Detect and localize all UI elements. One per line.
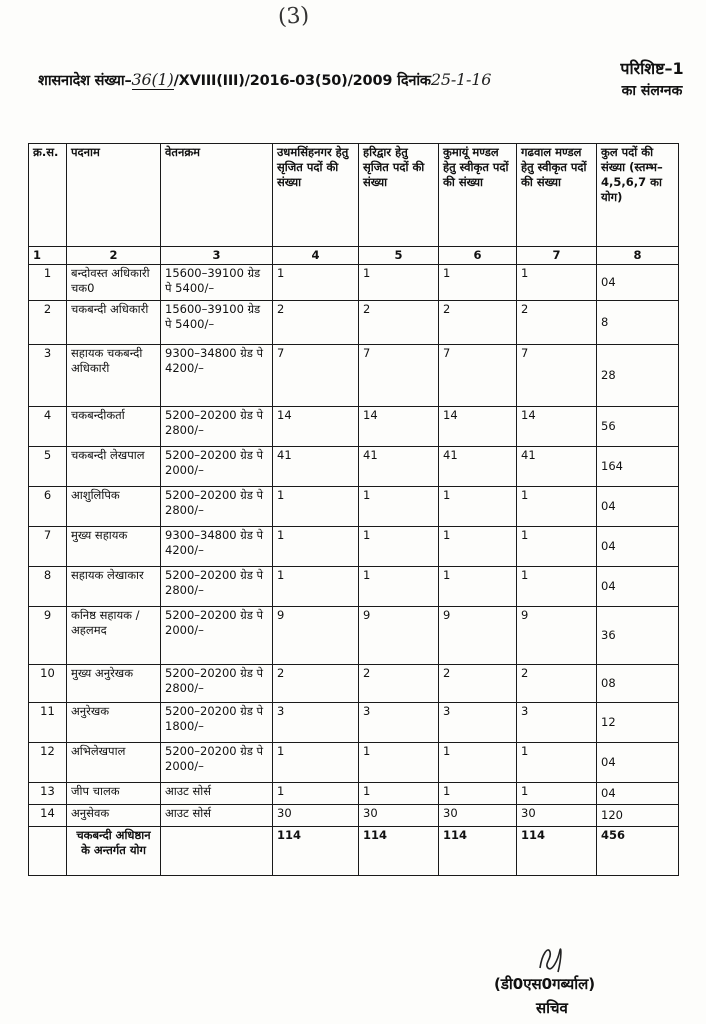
total-cell: 114 (517, 827, 597, 876)
haridwar-count-cell: 30 (359, 805, 439, 827)
kumaon-count-cell: 7 (439, 345, 517, 407)
kumaon-count-cell: 1 (439, 265, 517, 301)
post-name-cell: कनिष्ठ सहायक /अहलमद (67, 607, 161, 665)
table-row (29, 301, 679, 345)
pay-scale-cell: 5200–20200 ग्रेड पे 1800/– (161, 703, 273, 743)
garhwal-count-cell: 41 (517, 447, 597, 487)
post-name-cell: आशुलिपिक (67, 487, 161, 527)
pay-scale-cell: 9300–34800 ग्रेड पे 4200/– (161, 527, 273, 567)
order-reference: /XVIII(III)/2016-03(50)/2009 दिनांक (173, 73, 431, 89)
header-cell: उधमसिंहनगर हेतु सृजित पदों की संख्या (273, 144, 359, 247)
post-name-cell: चकबन्दी अधिकारी (67, 301, 161, 345)
pay-scale-cell: 5200–20200 ग्रेड पे 2000/– (161, 743, 273, 783)
total-count-cell: 120 (597, 805, 679, 827)
udhamsinghnagar-count-cell: 14 (273, 407, 359, 447)
haridwar-count-cell: 2 (359, 665, 439, 703)
garhwal-count-cell: 1 (517, 783, 597, 805)
garhwal-count-cell: 1 (517, 487, 597, 527)
table-row (29, 743, 679, 783)
column-number: 5 (359, 247, 439, 265)
serial-number-cell: 11 (29, 703, 67, 743)
kumaon-count-cell: 2 (439, 301, 517, 345)
total-count-cell: 04 (597, 265, 679, 301)
order-prefix: शासनादेश संख्या– (38, 73, 132, 89)
table-row (29, 783, 679, 805)
total-count-cell: 04 (597, 527, 679, 567)
total-count-cell: 164 (597, 447, 679, 487)
serial-number-cell: 12 (29, 743, 67, 783)
total-empty-cell (29, 827, 67, 876)
annexure-title: परिशिष्ट–1 (620, 59, 684, 78)
udhamsinghnagar-count-cell: 1 (273, 783, 359, 805)
garhwal-count-cell: 9 (517, 607, 597, 665)
annexure-label (602, 58, 702, 102)
udhamsinghnagar-count-cell: 3 (273, 703, 359, 743)
header-cell: कुमायूं मण्डल हेतु स्वीकृत पदों की संख्या (439, 144, 517, 247)
header-cell: पदनाम (67, 144, 161, 247)
post-name-cell: अनुसेवक (67, 805, 161, 827)
kumaon-count-cell: 30 (439, 805, 517, 827)
order-reference-line (38, 70, 491, 90)
serial-number-cell: 14 (29, 805, 67, 827)
total-cell: 114 (439, 827, 517, 876)
udhamsinghnagar-count-cell: 30 (273, 805, 359, 827)
post-name-cell: अनुरेखक (67, 703, 161, 743)
total-cell: 114 (273, 827, 359, 876)
haridwar-count-cell: 9 (359, 607, 439, 665)
haridwar-count-cell: 1 (359, 265, 439, 301)
haridwar-count-cell: 1 (359, 527, 439, 567)
table-row (29, 607, 679, 665)
column-number: 8 (597, 247, 679, 265)
table-row (29, 665, 679, 703)
serial-number-cell: 7 (29, 527, 67, 567)
signatory-title: सचिव (536, 999, 568, 1017)
haridwar-count-cell: 3 (359, 703, 439, 743)
total-label: चकबन्दी अधिष्ठान के अन्तर्गत योग (67, 827, 161, 876)
garhwal-count-cell: 30 (517, 805, 597, 827)
serial-number-cell: 1 (29, 265, 67, 301)
total-empty-cell (161, 827, 273, 876)
kumaon-count-cell: 41 (439, 447, 517, 487)
haridwar-count-cell: 2 (359, 301, 439, 345)
haridwar-count-cell: 7 (359, 345, 439, 407)
pay-scale-cell: 15600–39100 ग्रेड पे 5400/– (161, 265, 273, 301)
table-row (29, 487, 679, 527)
pay-scale-cell: आउट सोर्स (161, 783, 273, 805)
table-row (29, 527, 679, 567)
garhwal-count-cell: 2 (517, 301, 597, 345)
kumaon-count-cell: 1 (439, 487, 517, 527)
haridwar-count-cell: 1 (359, 567, 439, 607)
kumaon-count-cell: 1 (439, 743, 517, 783)
table-row (29, 407, 679, 447)
serial-number-cell: 13 (29, 783, 67, 805)
pay-scale-cell: 5200–20200 ग्रेड पे 2800/– (161, 665, 273, 703)
garhwal-count-cell: 1 (517, 527, 597, 567)
kumaon-count-cell: 1 (439, 783, 517, 805)
total-count-cell: 28 (597, 345, 679, 407)
garhwal-count-cell: 1 (517, 265, 597, 301)
pay-scale-cell: 9300–34800 ग्रेड पे 4200/– (161, 345, 273, 407)
table-row (29, 447, 679, 487)
post-name-cell: जीप चालक (67, 783, 161, 805)
garhwal-count-cell: 14 (517, 407, 597, 447)
post-name-cell: बन्दोवस्त अधिकारी चक0 (67, 265, 161, 301)
order-number-handwritten: 36(1) (131, 70, 174, 89)
haridwar-count-cell: 41 (359, 447, 439, 487)
serial-number-cell: 4 (29, 407, 67, 447)
header-cell: क्र.स. (29, 144, 67, 247)
udhamsinghnagar-count-cell: 41 (273, 447, 359, 487)
total-count-cell: 04 (597, 783, 679, 805)
serial-number-cell: 2 (29, 301, 67, 345)
order-date-handwritten: 25-1-16 (430, 70, 492, 89)
udhamsinghnagar-count-cell: 1 (273, 743, 359, 783)
table-row (29, 345, 679, 407)
column-number: 1 (29, 247, 67, 265)
signature-scribble (536, 942, 566, 976)
udhamsinghnagar-count-cell: 1 (273, 265, 359, 301)
header-cell: वेतनक्रम (161, 144, 273, 247)
kumaon-count-cell: 9 (439, 607, 517, 665)
haridwar-count-cell: 1 (359, 487, 439, 527)
udhamsinghnagar-count-cell: 1 (273, 487, 359, 527)
udhamsinghnagar-count-cell: 7 (273, 345, 359, 407)
header-cell: हरिद्वार हेतु सृजित पदों की संख्या (359, 144, 439, 247)
post-name-cell: चकबन्दी लेखपाल (67, 447, 161, 487)
post-name-cell: मुख्य सहायक (67, 527, 161, 567)
haridwar-count-cell: 1 (359, 743, 439, 783)
header-cell: कुल पदों की संख्या (स्तम्भ–4,5,6,7 का योग) (597, 144, 679, 247)
udhamsinghnagar-count-cell: 9 (273, 607, 359, 665)
total-count-cell: 08 (597, 665, 679, 703)
column-number: 7 (517, 247, 597, 265)
total-row (29, 827, 679, 876)
garhwal-count-cell: 1 (517, 743, 597, 783)
post-name-cell: सहायक लेखाकार (67, 567, 161, 607)
table-row (29, 265, 679, 301)
kumaon-count-cell: 1 (439, 527, 517, 567)
total-count-cell: 12 (597, 703, 679, 743)
udhamsinghnagar-count-cell: 2 (273, 665, 359, 703)
garhwal-count-cell: 3 (517, 703, 597, 743)
serial-number-cell: 10 (29, 665, 67, 703)
header-cell: गढवाल मण्डल हेतु स्वीकृत पदों की संख्या (517, 144, 597, 247)
post-name-cell: चकबन्दीकर्ता (67, 407, 161, 447)
signatory-name: (डी0एस0गर्ब्याल) (494, 975, 596, 993)
udhamsinghnagar-count-cell: 1 (273, 567, 359, 607)
kumaon-count-cell: 3 (439, 703, 517, 743)
post-name-cell: अभिलेखपाल (67, 743, 161, 783)
garhwal-count-cell: 2 (517, 665, 597, 703)
total-count-cell: 56 (597, 407, 679, 447)
udhamsinghnagar-count-cell: 2 (273, 301, 359, 345)
total-count-cell: 36 (597, 607, 679, 665)
pay-scale-cell: 5200–20200 ग्रेड पे 2800/– (161, 567, 273, 607)
total-count-cell: 8 (597, 301, 679, 345)
annexure-subtitle: का संलग्नक (621, 83, 683, 99)
table-row (29, 703, 679, 743)
garhwal-count-cell: 7 (517, 345, 597, 407)
column-number: 6 (439, 247, 517, 265)
haridwar-count-cell: 14 (359, 407, 439, 447)
kumaon-count-cell: 14 (439, 407, 517, 447)
total-count-cell: 04 (597, 567, 679, 607)
garhwal-count-cell: 1 (517, 567, 597, 607)
post-name-cell: मुख्य अनुरेखक (67, 665, 161, 703)
udhamsinghnagar-count-cell: 1 (273, 527, 359, 567)
post-name-cell: सहायक चकबन्दी अधिकारी (67, 345, 161, 407)
total-count-cell: 04 (597, 743, 679, 783)
serial-number-cell: 8 (29, 567, 67, 607)
serial-number-cell: 6 (29, 487, 67, 527)
table-row (29, 805, 679, 827)
serial-number-cell: 3 (29, 345, 67, 407)
pay-scale-cell: 5200–20200 ग्रेड पे 2800/– (161, 407, 273, 447)
page-number: (3) (277, 2, 311, 31)
column-number: 4 (273, 247, 359, 265)
pay-scale-cell: 15600–39100 ग्रेड पे 5400/– (161, 301, 273, 345)
table-row (29, 567, 679, 607)
total-cell: 114 (359, 827, 439, 876)
pay-scale-cell: आउट सोर्स (161, 805, 273, 827)
serial-number-cell: 9 (29, 607, 67, 665)
column-number: 2 (67, 247, 161, 265)
serial-number-cell: 5 (29, 447, 67, 487)
posts-table (28, 143, 679, 876)
haridwar-count-cell: 1 (359, 783, 439, 805)
pay-scale-cell: 5200–20200 ग्रेड पे 2000/– (161, 447, 273, 487)
kumaon-count-cell: 2 (439, 665, 517, 703)
pay-scale-cell: 5200–20200 ग्रेड पे 2000/– (161, 607, 273, 665)
total-count-cell: 04 (597, 487, 679, 527)
table-header-row (29, 144, 679, 247)
total-cell: 456 (597, 827, 679, 876)
column-number-row (29, 247, 679, 265)
column-number: 3 (161, 247, 273, 265)
pay-scale-cell: 5200–20200 ग्रेड पे 2800/– (161, 487, 273, 527)
kumaon-count-cell: 1 (439, 567, 517, 607)
table-body (29, 265, 679, 827)
